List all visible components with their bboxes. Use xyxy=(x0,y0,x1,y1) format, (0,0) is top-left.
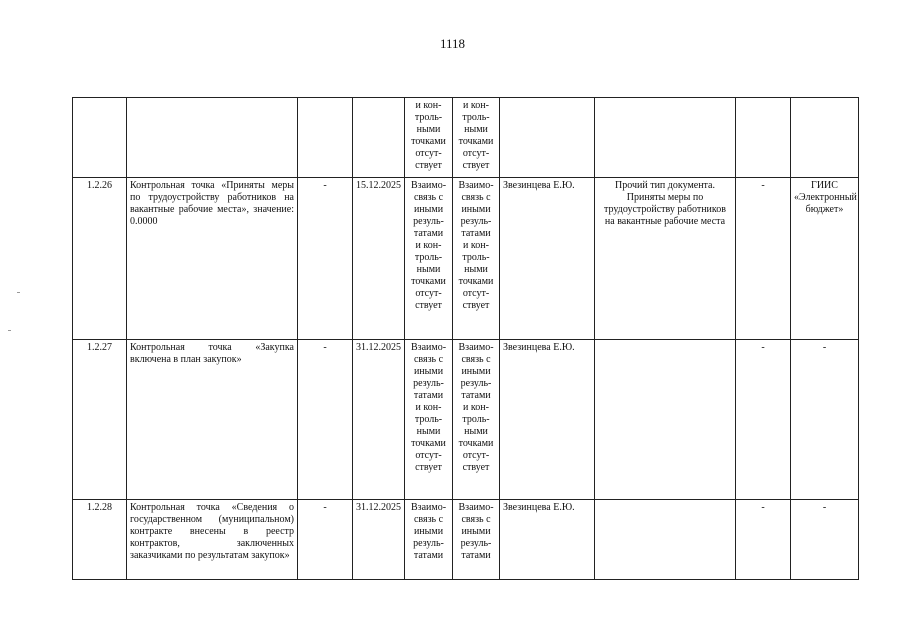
table-row xyxy=(73,178,859,340)
cell-dash-2: - xyxy=(736,500,791,580)
cell-system: ГИИС «Электронный бюджет» xyxy=(791,178,859,340)
cell-num xyxy=(73,98,127,178)
cell-relation-1: Взаимо- связь с иными резуль- татами и кон- троль- ными точками отсут- ствует xyxy=(405,340,453,500)
cell-document xyxy=(595,98,736,178)
cell-system xyxy=(791,98,859,178)
cell-relation-1: Взаимо- связь с иными резуль- татами и кон- троль- ными точками отсут- ствует xyxy=(405,178,453,340)
cell-document xyxy=(595,500,736,580)
cell-name xyxy=(127,98,298,178)
table-row xyxy=(73,340,859,500)
scan-speck xyxy=(17,292,20,293)
cell-date: 31.12.2025 xyxy=(353,500,405,580)
cell-document xyxy=(595,340,736,500)
cell-relation-2: Взаимо- связь с иными резуль- татами и кон- троль- ными точками отсут- ствует xyxy=(453,178,500,340)
table-row xyxy=(73,500,859,580)
cell-dash-2 xyxy=(736,98,791,178)
cell-date: 15.12.2025 xyxy=(353,178,405,340)
cell-dash: - xyxy=(298,178,353,340)
cell-relation-2: Взаимо- связь с иными резуль- татами и кон- троль- ными точками отсут- ствует xyxy=(453,340,500,500)
cell-date xyxy=(353,98,405,178)
continuation-row xyxy=(73,98,859,178)
cell-relation-1: Взаимо- связь с иными резуль- татами xyxy=(405,500,453,580)
cell-name: Контрольная точка «Приняты меры по трудоустройству работников на вакантные рабочие места», значение: 0.0000 xyxy=(127,178,298,340)
cell-num: 1.2.26 xyxy=(73,178,127,340)
cell-relation-2: и кон- троль- ными точками отсут- ствует xyxy=(453,98,500,178)
cell-name: Контрольная точка «Сведения о государственном (муниципальном) контракте внесены в реестр контрактов, заключенных заказчиками по результатам закупок» xyxy=(127,500,298,580)
cell-responsible: Звезинцева Е.Ю. xyxy=(500,178,595,340)
cell-dash-2: - xyxy=(736,340,791,500)
cell-relation-1: и кон- троль- ными точками отсут- ствует xyxy=(405,98,453,178)
cell-relation-2: Взаимо- связь с иными резуль- татами xyxy=(453,500,500,580)
scan-speck xyxy=(8,330,11,331)
cell-responsible xyxy=(500,98,595,178)
cell-system: - xyxy=(791,500,859,580)
cell-responsible: Звезинцева Е.Ю. xyxy=(500,500,595,580)
cell-dash xyxy=(298,98,353,178)
cell-num: 1.2.28 xyxy=(73,500,127,580)
cell-responsible: Звезинцева Е.Ю. xyxy=(500,340,595,500)
cell-name: Контрольная точка «Закупка включена в план закупок» xyxy=(127,340,298,500)
cell-dash: - xyxy=(298,500,353,580)
control-points-table xyxy=(72,97,859,580)
cell-dash: - xyxy=(298,340,353,500)
cell-num: 1.2.27 xyxy=(73,340,127,500)
page-number: 1118 xyxy=(439,36,466,51)
cell-date: 31.12.2025 xyxy=(353,340,405,500)
cell-document: Прочий тип документа. Приняты меры по трудоустройству работников на вакантные рабочие места xyxy=(595,178,736,340)
cell-system: - xyxy=(791,340,859,500)
cell-dash-2: - xyxy=(736,178,791,340)
